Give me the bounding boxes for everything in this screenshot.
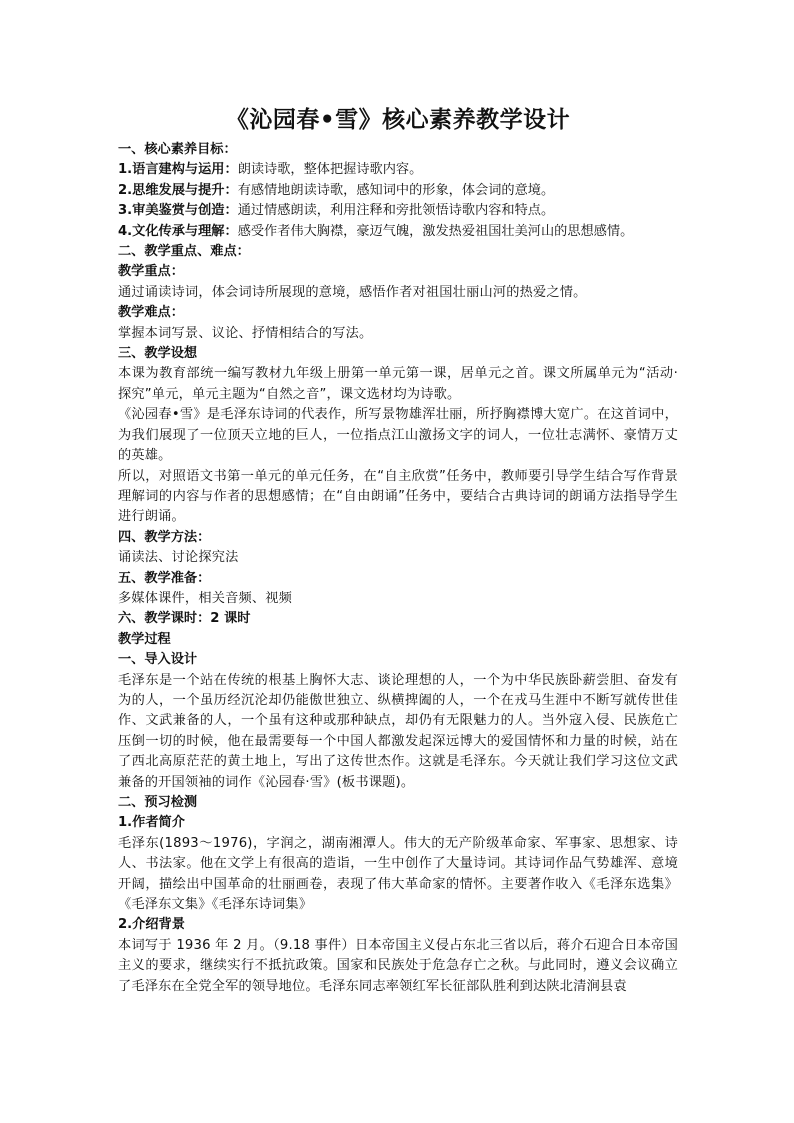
key-point-label: 教学重点： [118, 264, 184, 280]
goal-text: 通过情感朗读，利用注释和旁批领悟诗歌内容和特点。 [237, 203, 555, 219]
goal-text: 感受作者伟大胸襟，豪迈气魄，激发热爱祖国壮美河山的思想感情。 [237, 223, 634, 239]
goal-label: 1.语言建构与运用： [118, 162, 238, 178]
section-heading-methods: 四、教学方法： [118, 529, 211, 545]
difficulty-label: 教学难点： [118, 305, 184, 321]
intro-heading: 一、导入设计 [118, 652, 198, 668]
section-heading-periods: 六、教学课时：2 课时 [118, 611, 251, 627]
document-page [118, 104, 678, 997]
goal-item [118, 181, 678, 201]
goal-label: 3.审美鉴赏与创造： [118, 203, 238, 219]
goal-item [118, 222, 678, 242]
section-heading-preparation: 五、教学准备： [118, 570, 211, 586]
design-paragraph: 《沁园春•雪》是毛泽东诗词的代表作，所写景物雄浑壮丽，所抒胸襟博大宽广。在这首词中，为我们展现了一位顶天立地的巨人，一位指点江山激扬文字的词人，一位壮志满怀、豪情万丈的英雄。 [118, 407, 678, 464]
goal-item [118, 201, 678, 221]
page-title: 《沁园春•雪》核心素养教学设计 [225, 107, 571, 133]
goal-label: 2.思维发展与提升： [118, 182, 238, 198]
preview-heading: 二、预习检测 [118, 795, 198, 810]
background-heading: 2.介绍背景 [118, 917, 185, 933]
key-point-text: 通过诵读诗词，体会词诗所展现的意境，感悟作者对祖国壮丽山河的热爱之情。 [118, 284, 587, 300]
section-heading-goals: 一、核心素养目标： [118, 142, 237, 157]
section-heading-key-points: 二、教学重点、难点： [118, 244, 250, 260]
goal-text: 有感情地朗读诗歌，感知词中的形象，体会词的意境。 [237, 182, 555, 198]
difficulty-text: 掌握本词写景、议论、抒情相结合的写法。 [118, 325, 373, 341]
preparation-text: 多媒体课件，相关音频、视频 [118, 590, 293, 606]
background-paragraph: 本词写于 1936 年 2 月。（9.18 事件）日本帝国主义侵占东北三省以后，蒋介石迎合日本帝国主义的要求，继续实行不抵抗政策。国家和民族处于危急存亡之秋。与此同时，遵义会议确立了毛泽东在全党全军的领导地位。毛泽东同志率领红军长征部队胜利到达陕北清涧县袁 [118, 937, 678, 994]
intro-paragraph: 毛泽东是一个站在传统的根基上胸怀大志、谈论理想的人，一个为中华民族卧薪尝胆、奋发有为的人，一个虽历经沉沦却仍能傲世独立、纵横捭阖的人，一个在戎马生涯中不断写就传世佳作、文武兼备的人，一个虽有这种或那种缺点，却仍有无限魅力的人。当外寇入侵、民族危亡压倒一切的时候，他在最需要每一个中国人都激发起深远博大的爱国情怀和力量的时候，站在了西北高原茫茫的黄土地上，写出了这传世杰作。这就是毛泽东。今天就让我们学习这位文武兼备的开国领袖的词作《沁园春·雪》(板书课题)。 [118, 672, 678, 790]
goal-text: 朗读诗歌，整体把握诗歌内容。 [237, 162, 423, 178]
process-heading: 教学过程 [118, 631, 171, 647]
section-heading-design-idea: 三、教学设想 [118, 346, 198, 362]
goal-label: 4.文化传承与理解： [118, 223, 238, 239]
author-heading: 1.作者简介 [118, 815, 185, 831]
goal-item [118, 160, 678, 180]
methods-text: 诵读法、讨论探究法 [118, 550, 239, 566]
design-paragraph: 本课为教育部统一编写教材九年级上册第一单元第一课，居单元之首。课文所属单元为“活动·探究”单元，单元主题为“自然之音”，课文选材均为诗歌。 [118, 366, 678, 402]
author-paragraph: 毛泽东(1893～1976)，字润之，湖南湘潭人。伟大的无产阶级革命家、军事家、思想家、诗人、书法家。他在文学上有很高的造诣，一生中创作了大量诗词。其诗词作品气势雄浑、意境开阔，描绘出中国革命的壮丽画卷，表现了伟大革命家的情怀。主要著作收入《毛泽东选集》《毛泽东文集》《毛泽东诗词集》 [118, 835, 678, 913]
design-paragraph: 所以，对照语文书第一单元的单元任务，在“自主欣赏”任务中，教师要引导学生结合写作背景理解词的内容与作者的思想感情；在“自由朗诵”任务中，要结合古典诗词的朗诵方法指导学生进行朗诵。 [118, 468, 678, 525]
